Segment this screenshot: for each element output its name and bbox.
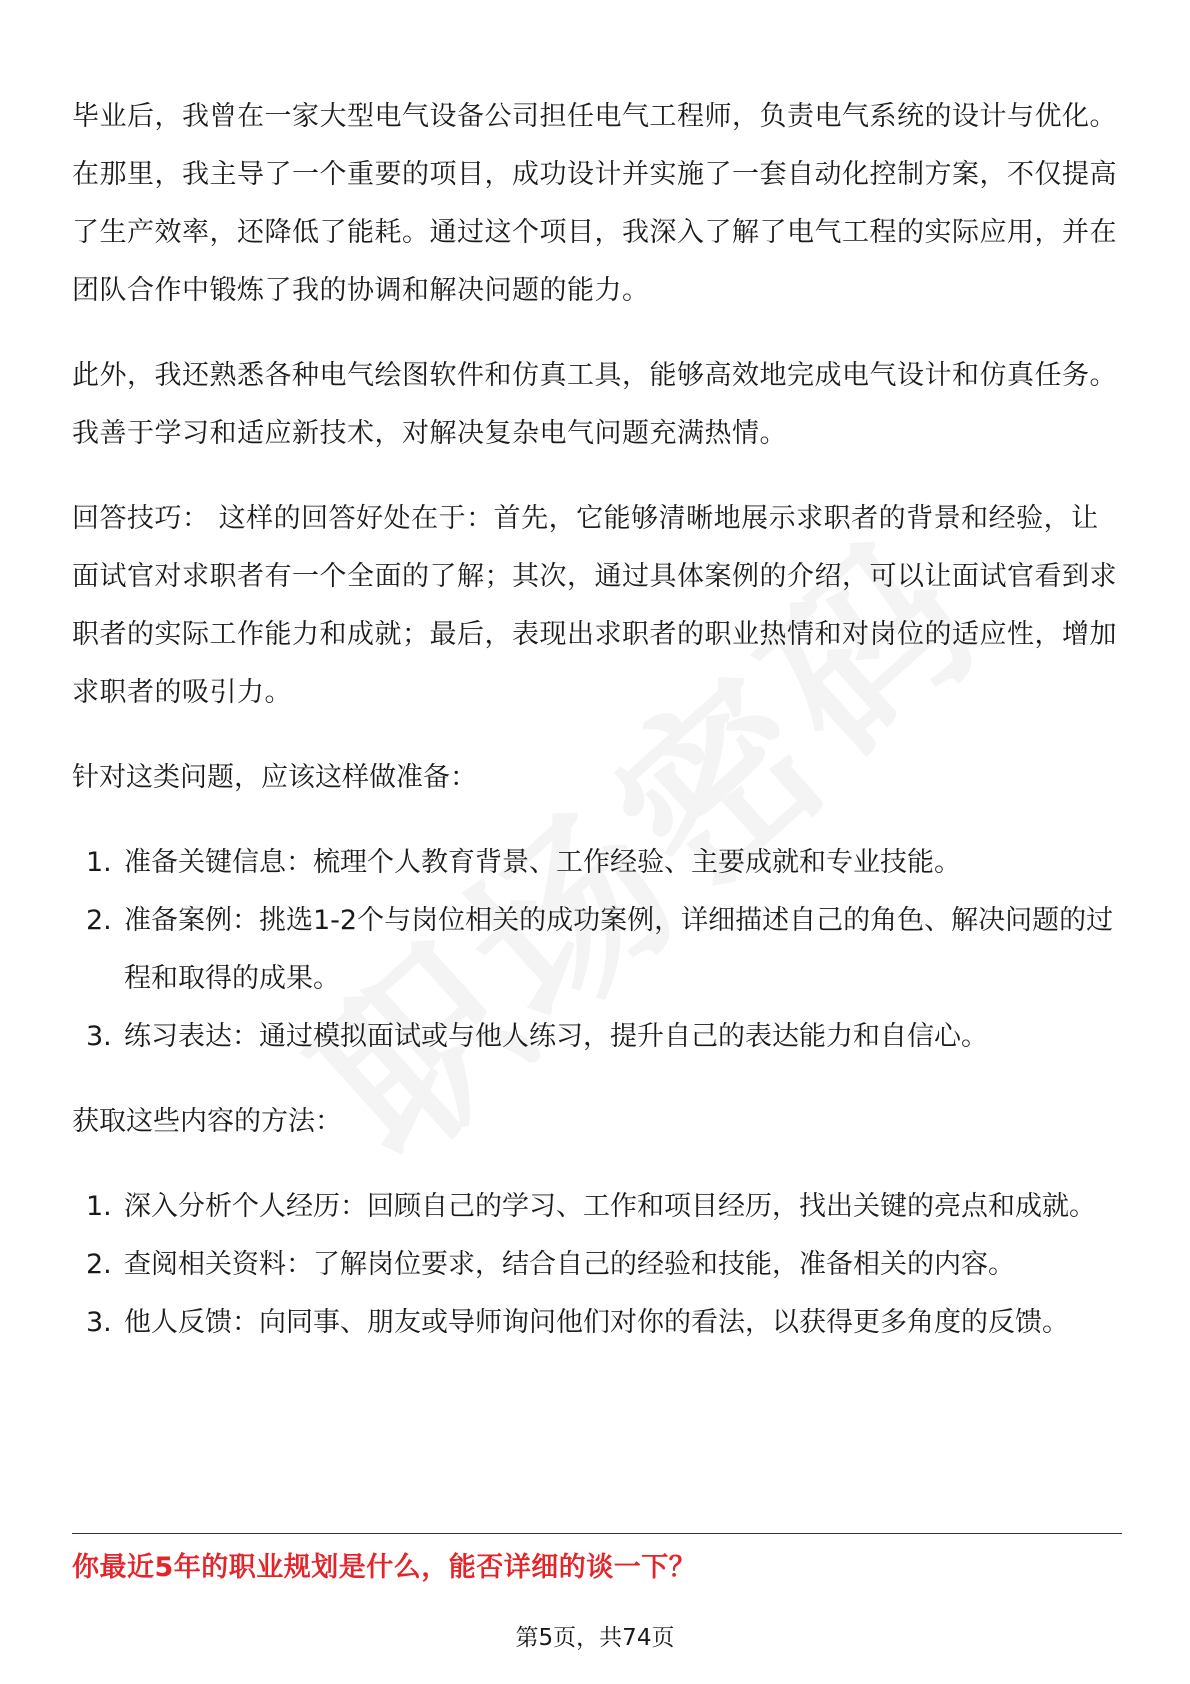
list-item [72, 1008, 1122, 1066]
list-item [72, 834, 1122, 892]
list-item-text: 准备关键信息：梳理个人教育背景、工作经验、主要成就和专业技能。 [124, 847, 961, 878]
list-item-text: 准备案例：挑选1-2个与岗位相关的成功案例，详细描述自己的角色、解决问题的过程和取得的成果。 [124, 905, 1114, 994]
list-number: 1. [86, 1191, 112, 1222]
list-item [72, 1294, 1122, 1352]
paragraph-experience: 毕业后，我曾在一家大型电气设备公司担任电气工程师，负责电气系统的设计与优化。在那里，我主导了一个重要的项目，成功设计并实施了一套自动化控制方案，不仅提高了生产效率，还降低了能耗。通过这个项目，我深入了解了电气工程的实际应用，并在团队合作中锻炼了我的协调和解决问题的能力。 [72, 101, 1117, 306]
next-question-heading: 你最近5年的职业规划是什么，能否详细的谈一下？ [72, 1552, 697, 1583]
list-item [72, 892, 1122, 1008]
prep-heading: 针对这类问题，应该这样做准备： [72, 762, 477, 793]
paragraph-skills: 此外，我还熟悉各种电气绘图软件和仿真工具，能够高效地完成电气设计和仿真任务。我善于学习和适应新技术，对解决复杂电气问题充满热情。 [72, 360, 1117, 449]
list-item [72, 1178, 1122, 1236]
section-divider [72, 1533, 1122, 1534]
list-item-text: 他人反馈：向同事、朋友或导师询问他们对你的看法，以获得更多角度的反馈。 [124, 1307, 1069, 1338]
page-number-footer: 第5页，共74页 [515, 1625, 675, 1651]
methods-heading: 获取这些内容的方法： [72, 1106, 342, 1137]
prep-list [72, 834, 1122, 1066]
list-number: 2. [86, 1249, 112, 1280]
list-item-text: 深入分析个人经历：回顾自己的学习、工作和项目经历，找出关键的亮点和成就。 [124, 1191, 1096, 1222]
list-item-text: 练习表达：通过模拟面试或与他人练习，提升自己的表达能力和自信心。 [124, 1021, 988, 1052]
list-number: 1. [86, 847, 112, 878]
methods-list [72, 1178, 1122, 1352]
list-number: 3. [86, 1307, 112, 1338]
paragraph-answer-tips: 回答技巧： 这样的回答好处在于：首先，它能够清晰地展示求职者的背景和经验，让面试官对求职者有一个全面的了解；其次，通过具体案例的介绍，可以让面试官看到求职者的实际工作能力和成就；最后，表现出求职者的职业热情和对岗位的适应性，增加求职者的吸引力。 [72, 503, 1117, 708]
list-item-text: 查阅相关资料：了解岗位要求，结合自己的经验和技能，准备相关的内容。 [124, 1249, 1015, 1280]
list-number: 2. [86, 905, 112, 936]
page-content [72, 88, 1122, 1379]
list-number: 3. [86, 1021, 112, 1052]
list-item [72, 1236, 1122, 1294]
